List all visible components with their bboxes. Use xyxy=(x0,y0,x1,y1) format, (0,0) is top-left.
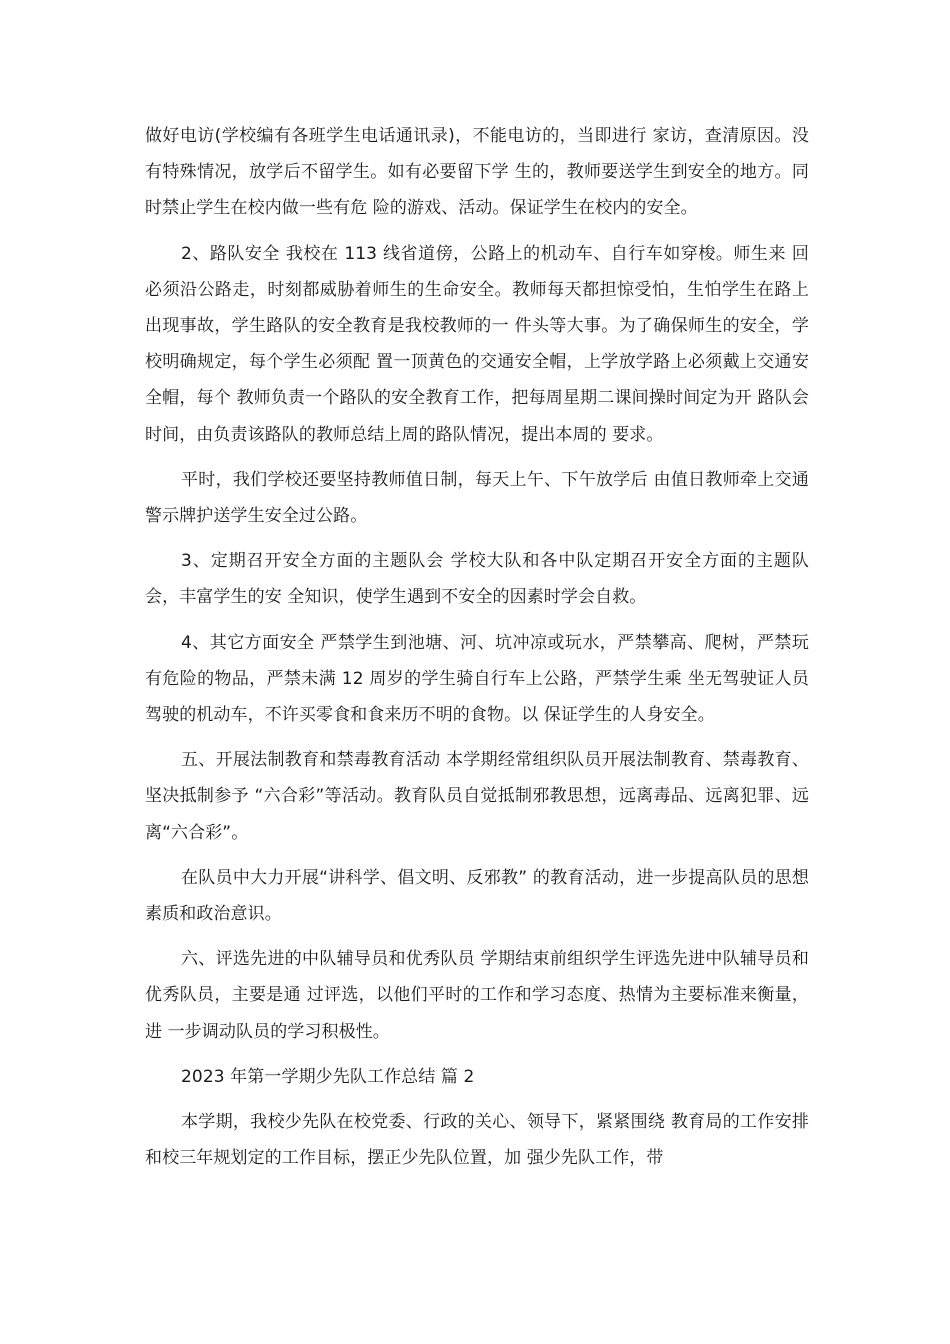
paragraph-5: 4、其它方面安全 严禁学生到池塘、河、坑冲凉或玩水，严禁攀高、爬树，严禁玩 有危险的物品，严禁未满 12 周岁的学生骑自行车上公路，严禁学生乘 坐无驾驶证人员驾驶的机动车，不许买零食和食来历不明的食物。以 保证学生的人身安全。 xyxy=(145,632,809,726)
paragraph-7: 在队员中大力开展“讲科学、倡文明、反邪教” 的教育活动，进一步提高队员的思想素质和政治意识。 xyxy=(145,867,809,925)
document-body xyxy=(145,118,809,1185)
paragraph-6: 五、开展法制教育和禁毒教育活动 本学期经常组织队员开展法制教育、禁毒教育、坚决抵制参予 “六合彩”等活动。教育队员自觉抵制邪教思想，远离毒品、远离犯罪、远离“六合彩”。 xyxy=(145,750,809,843)
paragraph-2: 2、路队安全 我校在 113 线省道傍，公路上的机动车、自行车如穿梭。师生来 回必须沿公路走，时刻都威胁着师生的生命安全。教师每天都担惊受怕，生怕学生在路上出现事故，学生路队的安全教育是我校教师的一 件头等大事。为了确保师生的安全，学校明确规定，每个学生必须配 置一顶黄色的交通安全帽，上学放学路上必须戴上交通安全帽，每个 教师负责一个路队的安全教育工作，把每周星期二课间操时间定为开 路队会时间，由负责该路队的教师总结上周的路队情况，提出本周的 要求。 xyxy=(145,243,809,445)
paragraph-4: 3、定期召开安全方面的主题队会 学校大队和各中队定期召开安全方面的主题队会，丰富学生的安 全知识，使学生遇到不安全的因素时学会自救。 xyxy=(145,551,809,608)
paragraph-8: 六、评选先进的中队辅导员和优秀队员 学期结束前组织学生评选先进中队辅导员和优秀队员，主要是通 过评选，以他们平时的工作和学习态度、热情为主要标准来衡量，进 一步调动队员的学习积极性。 xyxy=(145,949,809,1042)
paragraph-10: 本学期，我校少先队在校党委、行政的关心、领导下，紧紧围绕 教育局的工作安排和校三年规划定的工作目标，摆正少先队位置，加 强少先队工作，带 xyxy=(145,1112,809,1169)
section-heading: 2023 年第一学期少先队工作总结 篇 2 xyxy=(181,1066,475,1087)
paragraph-3: 平时，我们学校还要坚持教师值日制，每天上午、下午放学后 由值日教师牵上交通警示牌护送学生安全过公路。 xyxy=(145,469,809,527)
paragraph-1: 做好电访(学校编有各班学生电话通讯录)，不能电访的，当即进行 家访，查清原因。没有特殊情况，放学后不留学生。如有必要留下学 生的，教师要送学生到安全的地方。同时禁止学生在校内做一些有危 险的游戏、活动。保证学生在校内的安全。 xyxy=(145,126,809,219)
